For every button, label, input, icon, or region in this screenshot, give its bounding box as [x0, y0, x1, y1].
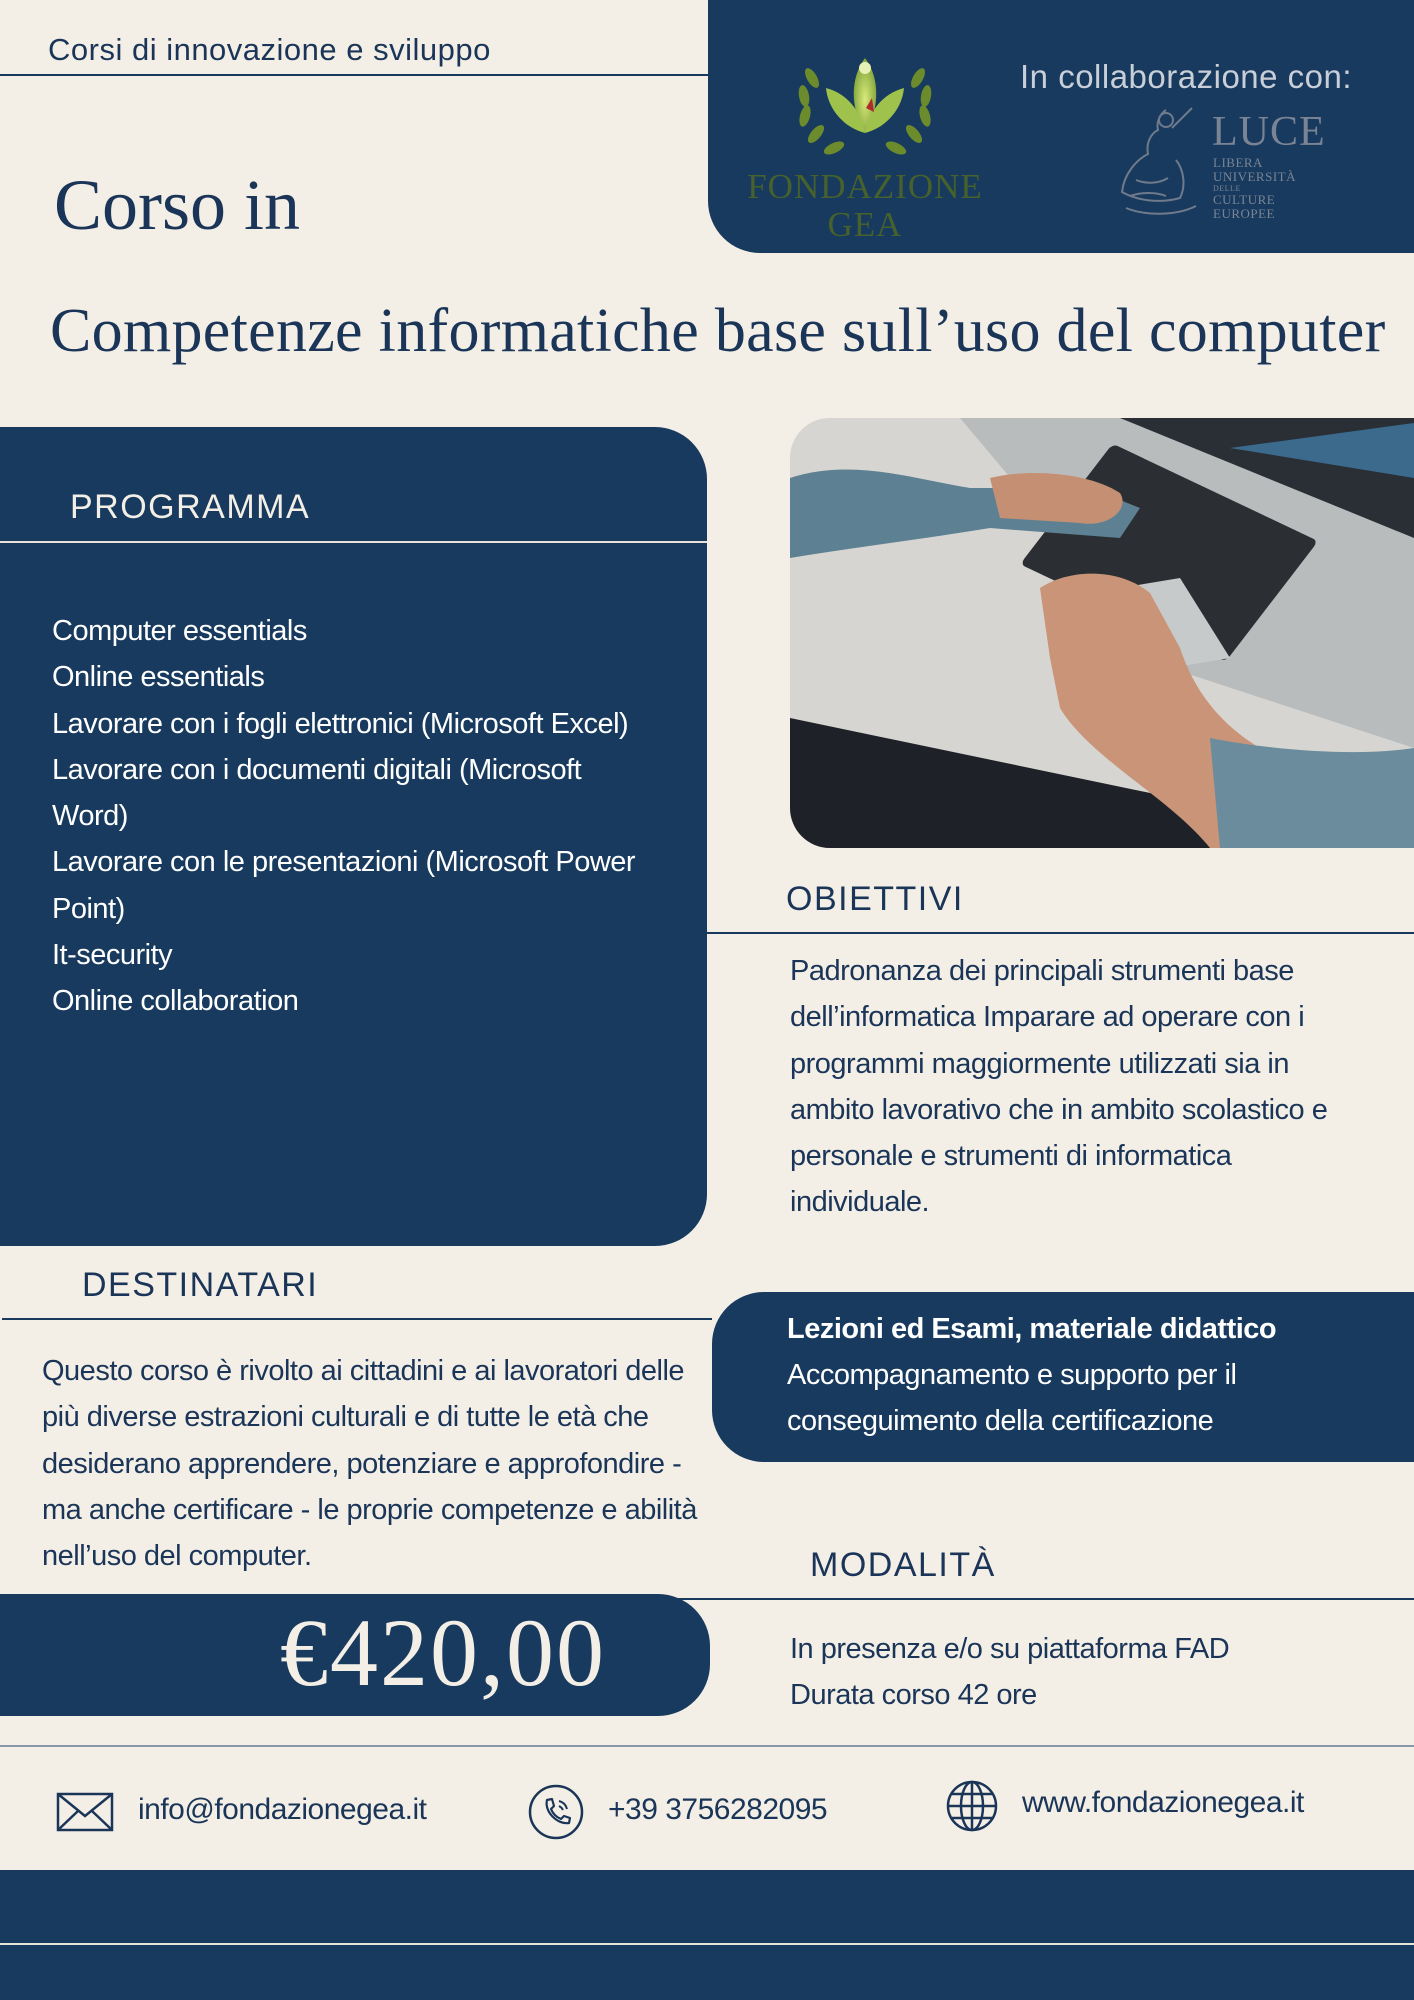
luce-sub-line: EUROPEE — [1213, 206, 1275, 221]
modalita-line: Durata corso 42 ore — [790, 1679, 1037, 1712]
gea-logo-line1: FONDAZIONE — [747, 167, 983, 206]
price: €420,00 — [280, 1599, 606, 1706]
programma-item: It-security — [52, 939, 173, 972]
lezioni-text: Accompagnamento e supporto per il conseguimento della certificazione — [787, 1359, 1237, 1438]
gea-logo-text — [720, 168, 1010, 244]
course-prefix: Corso in — [54, 165, 301, 245]
modalita-text — [790, 1626, 1350, 1719]
gea-logo-icon — [790, 38, 940, 168]
top-divider — [0, 74, 708, 76]
luce-logo-icon — [1106, 100, 1206, 224]
laptop-photo-illustration — [790, 418, 1414, 848]
collaboration-label: In collaborazione con: — [1020, 58, 1353, 95]
luce-sub-line: DELLE — [1213, 184, 1241, 193]
phone-link[interactable]: +39 3756282095 — [608, 1793, 828, 1826]
lezioni-bold-line: Lezioni ed Esami, materiale didattico — [787, 1313, 1277, 1345]
phone-icon — [528, 1784, 584, 1840]
modalita-divider — [670, 1598, 1414, 1600]
website-link[interactable]: www.fondazionegea.it — [1022, 1786, 1304, 1819]
programma-heading: PROGRAMMA — [70, 488, 311, 526]
obiettivi-divider — [707, 932, 1414, 934]
programma-item: Online collaboration — [52, 985, 299, 1018]
obiettivi-text: Padronanza dei principali strumenti base dell’informatica Imparare ad operare con i programmi maggiormente utilizzati sia in ambito lavorativo che in ambito scolastico e personale e strumenti di informatica individuale. — [790, 955, 1328, 1219]
destinatari-heading: DESTINATARI — [82, 1266, 319, 1304]
gea-logo-line2: GEA — [827, 205, 903, 244]
luce-sub-line: LIBERA — [1213, 155, 1263, 170]
course-title: Competenze informatiche base sull’uso del computer — [50, 297, 1386, 365]
laptop-photo — [790, 418, 1414, 848]
destinatari-text: Questo corso è rivolto ai cittadini e ai lavoratori delle più diverse estrazioni culturali e di tutte le età che desiderano apprendere, potenziare e approfondire - ma anche certificare - le proprie competenze e abilità nell’uso del computer. — [42, 1355, 697, 1573]
globe-icon — [946, 1780, 998, 1832]
luce-sub-line: CULTURE — [1213, 192, 1276, 207]
programma-list — [52, 608, 662, 1025]
email-link[interactable]: info@fondazionegea.it — [138, 1793, 427, 1826]
programma-item: Lavorare con i documenti digitali (Microsoft Word) — [52, 753, 582, 833]
top-label: Corsi di innovazione e sviluppo — [48, 32, 491, 67]
programma-divider — [0, 541, 707, 543]
modalita-line: In presenza e/o su piattaforma FAD — [790, 1633, 1230, 1665]
modalita-heading: MODALITÀ — [810, 1546, 996, 1584]
luce-sub-line: UNIVERSITÀ — [1213, 169, 1296, 184]
destinatari-divider — [2, 1318, 712, 1320]
programma-item: Computer essentials — [52, 615, 307, 647]
footer-divider — [0, 1943, 1414, 1945]
programma-item: Online essentials — [52, 661, 265, 694]
obiettivi-heading: OBIETTIVI — [786, 880, 964, 918]
contact-divider — [0, 1745, 1414, 1747]
footer-band — [0, 1870, 1414, 2000]
luce-logo-name: LUCE — [1212, 109, 1326, 155]
programma-item: Lavorare con i fogli elettronici (Microsoft Excel) — [52, 707, 629, 740]
envelope-icon — [56, 1792, 114, 1832]
programma-item: Lavorare con le presentazioni (Microsoft Power Point) — [52, 846, 636, 925]
luce-logo-subtitle — [1213, 156, 1296, 221]
